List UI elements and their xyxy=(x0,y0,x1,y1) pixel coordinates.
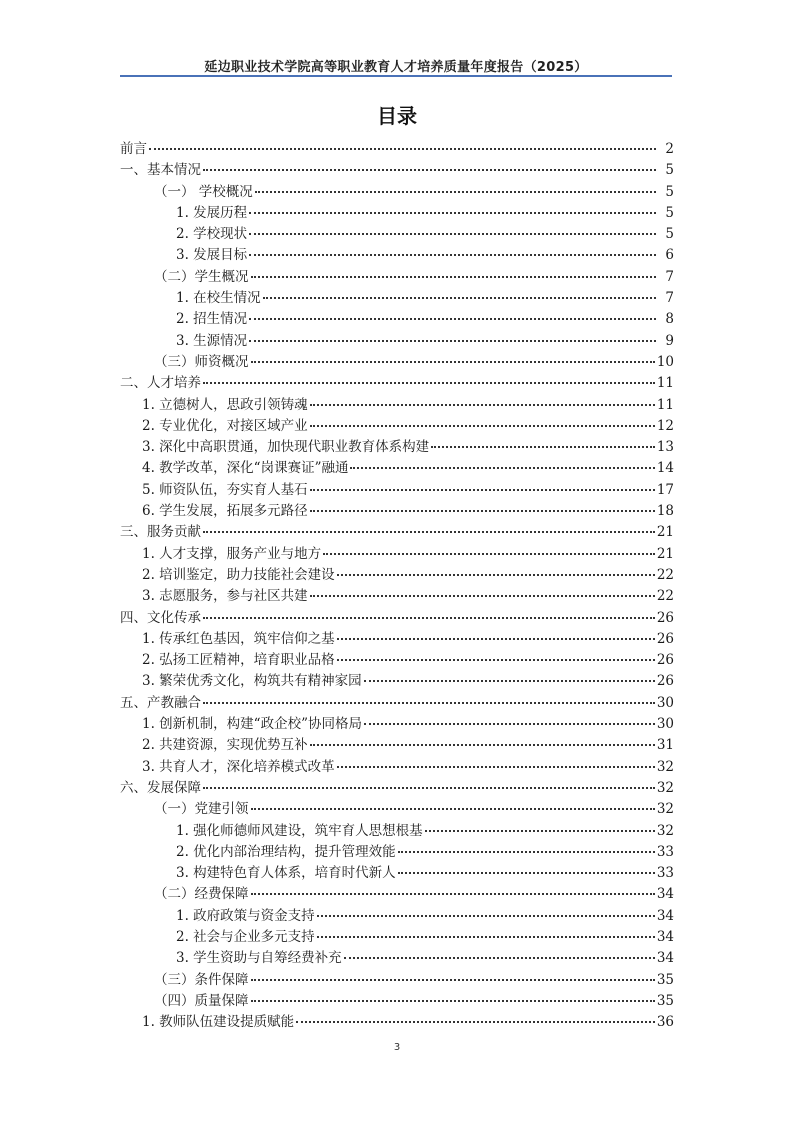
toc-entry-label: （二）经费保障 xyxy=(154,886,249,903)
toc-entry-page: 36 xyxy=(656,1014,674,1031)
toc-entry-label: （二）学生概况 xyxy=(154,268,249,285)
toc-entry-label: 1. 教师队伍建设提质赋能 xyxy=(142,1014,295,1031)
toc-entry-label: 三、服务贡献 xyxy=(120,524,201,541)
toc-entry-page: 5 xyxy=(665,204,674,221)
page-number: 3 xyxy=(393,1042,401,1053)
toc-dot-leader xyxy=(425,830,655,832)
toc-dot-leader xyxy=(310,425,655,427)
header-divider xyxy=(120,75,672,77)
toc-entry[interactable] xyxy=(120,948,674,969)
toc-entry-label: 1. 政府政策与资金支持 xyxy=(176,907,315,924)
toc-entry-label: 1. 立德树人，思政引领铸魂 xyxy=(142,396,308,413)
toc-entry-page: 18 xyxy=(656,503,674,520)
toc-entry-label: 1. 强化师德师风建设，筑牢育人思想根基 xyxy=(176,822,423,839)
toc-entry[interactable] xyxy=(120,671,674,692)
toc-entry-label: （三）师资概况 xyxy=(154,353,249,370)
toc-dot-leader xyxy=(249,318,656,320)
toc-entry[interactable] xyxy=(120,373,674,394)
toc-entry[interactable] xyxy=(120,608,674,629)
toc-entry[interactable] xyxy=(120,735,674,756)
toc-entry[interactable] xyxy=(120,863,674,884)
toc-dot-leader xyxy=(310,489,655,491)
toc-dot-leader xyxy=(251,361,655,363)
toc-entry-page: 21 xyxy=(656,524,674,541)
toc-entry-label: 4. 教学改革，深化“岗课赛证”融通 xyxy=(142,460,349,477)
toc-entry-label: 1. 发展历程 xyxy=(176,204,248,221)
toc-dot-leader xyxy=(203,702,655,704)
toc-entry-page: 30 xyxy=(656,716,674,733)
toc-entry[interactable] xyxy=(120,991,674,1012)
toc-entry-page: 30 xyxy=(656,694,674,711)
toc-dot-leader xyxy=(203,531,655,533)
toc-entry[interactable] xyxy=(120,927,674,948)
toc-entry-page: 35 xyxy=(656,971,674,988)
toc-entry-page: 5 xyxy=(665,183,674,200)
toc-entry[interactable] xyxy=(120,693,674,714)
toc-entry[interactable] xyxy=(120,480,674,501)
toc-entry-page: 7 xyxy=(665,268,674,285)
toc-entry[interactable] xyxy=(120,245,674,266)
toc-dot-leader xyxy=(149,148,656,150)
toc-dot-leader xyxy=(310,744,655,746)
toc-entry[interactable] xyxy=(120,160,674,181)
toc-dot-leader xyxy=(249,212,656,214)
toc-entry-label: 一、基本情况 xyxy=(120,162,201,179)
toc-dot-leader xyxy=(337,638,655,640)
toc-entry[interactable] xyxy=(120,501,674,522)
toc-entry-label: 6. 学生发展，拓展多元路径 xyxy=(142,503,308,520)
toc-entry-label: 2. 学校现状 xyxy=(176,226,248,243)
toc-entry[interactable] xyxy=(120,203,674,224)
toc-dot-leader xyxy=(263,297,656,299)
toc-entry-page: 33 xyxy=(656,865,674,882)
toc-entry-label: （一）党建引领 xyxy=(154,801,249,818)
toc-entry[interactable] xyxy=(120,352,674,373)
toc-dot-leader xyxy=(203,617,655,619)
toc-entry-label: 1. 人才支撑，服务产业与地方 xyxy=(142,545,322,562)
toc-entry[interactable] xyxy=(120,309,674,330)
toc-entry-page: 8 xyxy=(665,311,674,328)
toc-entry-label: 3. 发展目标 xyxy=(176,247,248,264)
toc-entry-label: 四、文化传承 xyxy=(120,609,201,626)
toc-entry[interactable] xyxy=(120,1012,674,1033)
toc-dot-leader xyxy=(344,957,655,959)
toc-dot-leader xyxy=(251,893,655,895)
toc-dot-leader xyxy=(364,723,655,725)
toc-dot-leader xyxy=(203,382,655,384)
table-of-contents xyxy=(120,139,674,1033)
toc-entry-page: 9 xyxy=(665,332,674,349)
toc-entry-label: 1. 创新机制，构建“政企校”协同格局 xyxy=(142,716,362,733)
toc-entry-label: 1. 传承红色基因，筑牢信仰之基 xyxy=(142,630,335,647)
toc-dot-leader xyxy=(431,446,655,448)
toc-dot-leader xyxy=(350,467,654,469)
toc-entry-label: 3. 深化中高职贯通，加快现代职业教育体系构建 xyxy=(142,439,430,456)
toc-dot-leader xyxy=(249,254,656,256)
toc-entry-page: 34 xyxy=(656,907,674,924)
toc-dot-leader xyxy=(337,574,655,576)
toc-entry-page: 32 xyxy=(656,779,674,796)
toc-entry-page: 17 xyxy=(656,481,674,498)
toc-entry[interactable] xyxy=(120,778,674,799)
toc-entry-label: （一） 学校概况 xyxy=(154,183,253,200)
toc-dot-leader xyxy=(337,659,655,661)
toc-entry[interactable] xyxy=(120,395,674,416)
toc-entry-page: 11 xyxy=(656,396,674,413)
toc-entry-page: 34 xyxy=(656,950,674,967)
toc-entry-page: 34 xyxy=(656,928,674,945)
toc-entry-label: （三）条件保障 xyxy=(154,971,249,988)
toc-entry[interactable] xyxy=(120,821,674,842)
toc-entry-label: 3. 志愿服务，参与社区共建 xyxy=(142,588,308,605)
toc-entry-label: 3. 生源情况 xyxy=(176,332,248,349)
toc-entry-label: 2. 共建资源，实现优势互补 xyxy=(142,737,308,754)
toc-dot-leader xyxy=(255,191,656,193)
toc-dot-leader xyxy=(317,915,655,917)
toc-entry-page: 7 xyxy=(665,290,674,307)
toc-dot-leader xyxy=(323,553,655,555)
toc-entry-page: 26 xyxy=(656,630,674,647)
toc-dot-leader xyxy=(337,766,655,768)
toc-entry[interactable] xyxy=(120,522,674,543)
toc-entry-page: 5 xyxy=(665,162,674,179)
toc-entry-page: 22 xyxy=(656,588,674,605)
toc-dot-leader xyxy=(249,233,656,235)
toc-entry-page: 34 xyxy=(656,886,674,903)
toc-entry-page: 13 xyxy=(656,439,674,456)
toc-entry-label: 五、产教融合 xyxy=(120,694,201,711)
toc-entry[interactable] xyxy=(120,757,674,778)
toc-dot-leader xyxy=(251,979,655,981)
toc-entry-page: 26 xyxy=(656,673,674,690)
toc-entry-label: 2. 培训鉴定，助力技能社会建设 xyxy=(142,566,335,583)
toc-entry-label: 2. 社会与企业多元支持 xyxy=(176,928,315,945)
toc-dot-leader xyxy=(251,276,657,278)
toc-entry-page: 6 xyxy=(665,247,674,264)
toc-entry-page: 26 xyxy=(656,609,674,626)
toc-entry-label: 2. 弘扬工匠精神，培育职业品格 xyxy=(142,652,335,669)
toc-entry-label: （四）质量保障 xyxy=(154,992,249,1009)
toc-entry[interactable] xyxy=(120,416,674,437)
toc-dot-leader xyxy=(251,808,655,810)
toc-entry[interactable] xyxy=(120,842,674,863)
toc-entry-page: 21 xyxy=(656,545,674,562)
toc-entry-page: 33 xyxy=(656,843,674,860)
toc-entry[interactable] xyxy=(120,139,674,160)
toc-entry-page: 5 xyxy=(665,226,674,243)
toc-dot-leader xyxy=(203,787,655,789)
toc-entry-label: 六、发展保障 xyxy=(120,779,201,796)
toc-entry[interactable] xyxy=(120,586,674,607)
toc-entry-page: 10 xyxy=(656,353,674,370)
toc-dot-leader xyxy=(251,1000,655,1002)
toc-dot-leader xyxy=(310,595,655,597)
toc-entry-label: 2. 优化内部治理结构，提升管理效能 xyxy=(176,843,396,860)
toc-entry[interactable] xyxy=(120,714,674,735)
toc-entry[interactable] xyxy=(120,565,674,586)
toc-entry-label: 3. 繁荣优秀文化，构筑共有精神家园 xyxy=(142,673,362,690)
toc-entry[interactable] xyxy=(120,544,674,565)
toc-entry-label: 5. 师资队伍，夯实育人基石 xyxy=(142,481,308,498)
toc-entry[interactable] xyxy=(120,970,674,991)
toc-entry-label: 二、人才培养 xyxy=(120,375,201,392)
toc-entry[interactable] xyxy=(120,224,674,245)
toc-entry[interactable] xyxy=(120,182,674,203)
toc-entry-label: 3. 构建特色育人体系，培育时代新人 xyxy=(176,865,396,882)
toc-entry-page: 14 xyxy=(656,460,674,477)
toc-entry-page: 26 xyxy=(656,652,674,669)
toc-entry[interactable] xyxy=(120,650,674,671)
toc-entry[interactable] xyxy=(120,458,674,479)
toc-entry-label: 2. 招生情况 xyxy=(176,311,248,328)
toc-entry-label: 1. 在校生情况 xyxy=(176,290,261,307)
toc-entry[interactable] xyxy=(120,331,674,352)
toc-entry-page: 35 xyxy=(656,992,674,1009)
toc-dot-leader xyxy=(249,340,656,342)
toc-entry-page: 31 xyxy=(656,737,674,754)
toc-dot-leader xyxy=(398,851,655,853)
toc-entry[interactable] xyxy=(120,288,674,309)
running-header-title: 延边职业技术学院高等职业教育人才培养质量年度报告（2025） xyxy=(204,60,588,75)
toc-entry-page: 12 xyxy=(656,417,674,434)
toc-entry-page: 32 xyxy=(656,822,674,839)
toc-dot-leader xyxy=(310,404,655,406)
toc-entry[interactable] xyxy=(120,884,674,905)
page-title: 目录 xyxy=(377,104,417,128)
toc-entry-page: 32 xyxy=(656,801,674,818)
toc-dot-leader xyxy=(310,510,655,512)
toc-entry-label: 前言 xyxy=(120,141,147,157)
toc-entry[interactable] xyxy=(120,267,674,288)
toc-entry-label: 3. 学生资助与自筹经费补充 xyxy=(176,950,342,967)
toc-entry-page: 11 xyxy=(656,375,674,392)
toc-dot-leader xyxy=(203,169,656,171)
toc-dot-leader xyxy=(398,872,655,874)
toc-entry-page: 32 xyxy=(656,758,674,775)
toc-entry[interactable] xyxy=(120,799,674,820)
toc-entry-label: 3. 共育人才，深化培养模式改革 xyxy=(142,758,335,775)
toc-entry-page: 22 xyxy=(656,566,674,583)
toc-dot-leader xyxy=(364,680,655,682)
toc-entry-page: 2 xyxy=(665,141,674,157)
toc-dot-leader xyxy=(296,1021,655,1023)
toc-entry[interactable] xyxy=(120,437,674,458)
toc-entry-label: 2. 专业优化，对接区域产业 xyxy=(142,417,308,434)
toc-entry[interactable] xyxy=(120,906,674,927)
toc-dot-leader xyxy=(317,936,655,938)
toc-entry[interactable] xyxy=(120,629,674,650)
